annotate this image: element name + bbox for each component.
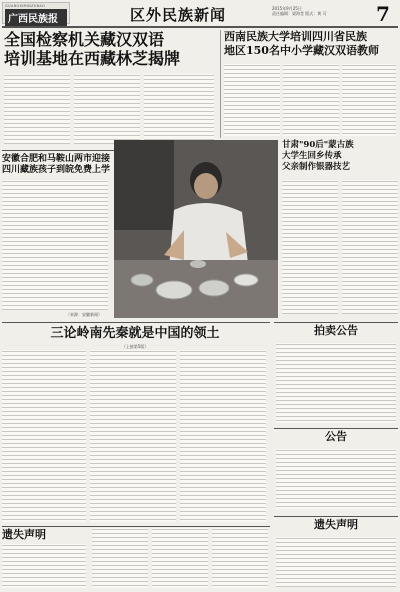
classifieds-col-1 [92,528,148,588]
lingnan-body-col-3 [180,350,266,522]
lingnan-article [2,326,268,524]
procuratorate-body-col-1 [4,74,70,144]
southwest-univ-body-col-1 [224,64,280,136]
auction-body [276,343,396,423]
anhui-title-2: 四川藏族孩子到皖免费上学 [2,165,111,175]
loss-notice-right-title: 遗失声明 [314,518,358,531]
layout-credit: 版式：黄 可 [305,11,327,16]
masthead-logo [2,2,70,24]
classifieds-col-2 [152,528,208,588]
anhui-body [2,180,108,310]
announcement [274,428,398,512]
procuratorate-body-col-3 [144,74,214,144]
silver-title-2: 大学生回乡传承 [282,151,342,161]
paper-name: 广西民族报 [5,9,67,26]
silver-body-col-1 [282,180,338,314]
lingnan-body-col-2 [90,350,176,522]
southwest-univ-body-col-3 [342,64,396,136]
bottom-divider [2,526,270,527]
anhui-article [2,154,110,322]
southwest-univ-title-2: 地区150名中小学藏汉双语教师 [224,44,379,57]
procuratorate-title-1: 全国检察机关藏汉双语 [4,30,165,49]
silversmith-photo [114,140,278,318]
loss-notice-right [274,516,398,590]
loss-notice-left [2,528,88,590]
silver-article [282,140,398,318]
silver-title-3: 父亲制作银器技艺 [282,162,351,172]
procuratorate-article [2,30,216,150]
silver-body-col-2 [342,180,398,314]
issue-date: 2015年9月25日 [272,6,302,11]
anhui-title-1: 安徽合肥和马鞍山两市迎接 [2,154,111,164]
editor-credit: 责任编辑：梁海莹 [272,11,304,16]
southwest-univ-title-1: 西南民族大学培训四川省民族 [224,30,367,43]
loss-notice-right-body [276,537,396,587]
announcement-title: 公告 [325,430,347,443]
lingnan-title: 三论岭南先秦就是中国的领土 [50,326,220,341]
silversmith-photo-drawing [114,140,278,318]
lingnan-body-col-1 [2,350,86,522]
classifieds-block [92,528,270,590]
procuratorate-title-2: 培训基地在西藏林芝揭牌 [4,49,181,68]
auction-notice [274,322,398,426]
announcement-body [276,449,396,509]
southwest-univ-article [220,30,398,138]
loss-notice-left-title: 遗失声明 [2,528,46,541]
silver-title-1: 甘肃"90后"蒙古族 [282,140,354,150]
section-title: 区外民族新闻 [130,6,227,24]
southwest-univ-body-col-2 [283,64,339,136]
auction-title: 拍卖公告 [314,324,358,337]
procuratorate-body-col-2 [74,74,140,144]
lingnan-subtitle: （上接第5版） [121,344,149,349]
page-number: 7 [376,2,390,26]
classifieds-col-3 [212,528,268,588]
masthead-meta [272,6,327,16]
masthead-pinyin: GUANGXIMINZUBAO [5,4,46,8]
masthead-rule [2,26,398,28]
anhui-byline: （来源：安徽新闻） [66,312,102,317]
credit-line [272,11,327,16]
middle-divider [2,322,270,323]
loss-notice-left-body [2,544,86,588]
